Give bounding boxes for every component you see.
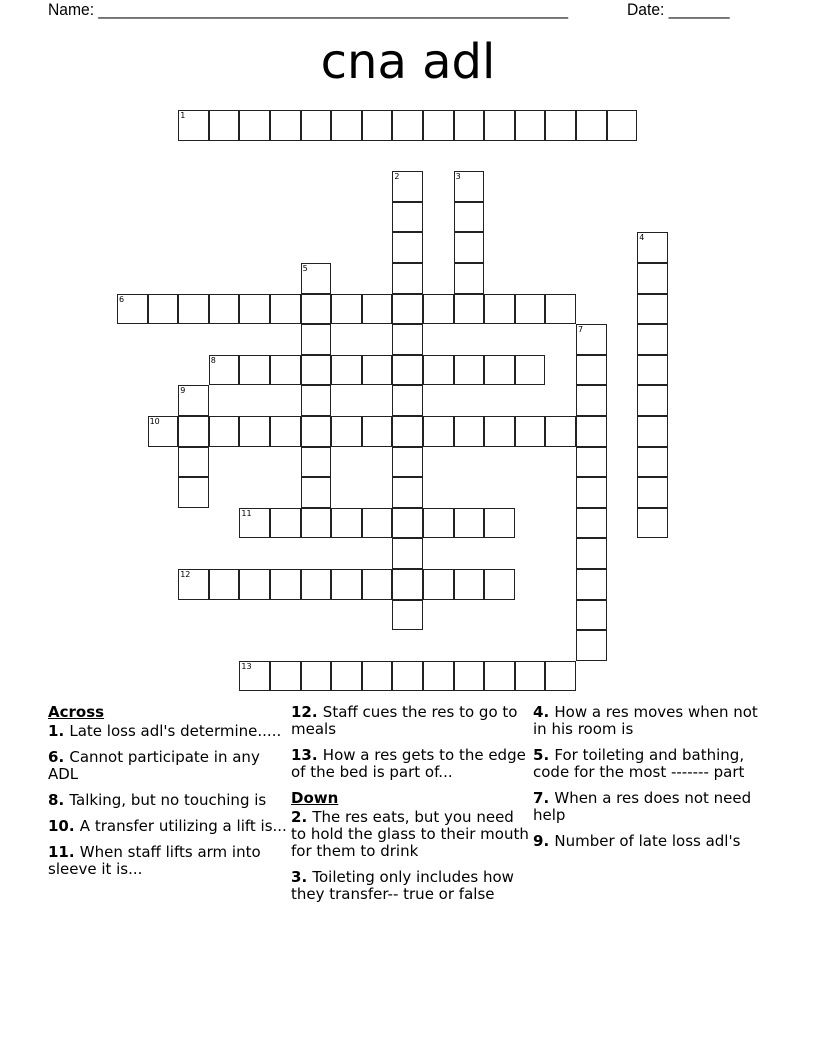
grid-cell[interactable] [545, 110, 576, 141]
clue-number: 7 [533, 789, 544, 807]
clue-number: 1 [48, 722, 59, 740]
grid-cell[interactable] [637, 263, 668, 294]
cell-number: 7 [578, 325, 584, 335]
cell-number: 1 [180, 111, 186, 120]
grid-cell[interactable] [392, 447, 423, 478]
cell-number: 10 [149, 417, 160, 426]
grid-cell[interactable] [576, 416, 607, 447]
grid-cell[interactable] [392, 416, 423, 447]
grid-cell[interactable] [178, 385, 209, 416]
clue-number: 11 [48, 843, 69, 861]
grid-cell[interactable] [301, 661, 332, 692]
grid-cell[interactable] [515, 355, 546, 386]
clue-number: 4 [533, 703, 544, 721]
grid-cell[interactable] [454, 508, 485, 539]
clue-text: For toileting and bathing, code for the most ------- part [533, 746, 745, 781]
grid-cell[interactable] [454, 569, 485, 600]
grid-cell[interactable] [637, 232, 668, 263]
grid-cell[interactable] [454, 294, 485, 325]
grid-cell[interactable] [148, 416, 179, 447]
clue-text: A transfer utilizing a lift is... [79, 817, 287, 835]
cell-number: 6 [119, 294, 125, 304]
grid-cell[interactable] [270, 355, 301, 386]
grid-cell[interactable] [270, 508, 301, 539]
clue-text: Number of late loss adl's [554, 832, 741, 850]
grid-cell[interactable] [392, 110, 423, 141]
clue-down-4: 4. How a res moves when not in his room is [533, 703, 758, 738]
grid-cell[interactable] [576, 477, 607, 508]
grid-cell[interactable] [117, 294, 148, 325]
clue-text: How a res gets to the edge of the bed is part of... [291, 746, 526, 781]
grid-cell[interactable] [576, 110, 607, 141]
grid-cell[interactable] [454, 110, 485, 141]
grid-cell[interactable] [239, 416, 270, 447]
date-field-label: Date: _______ [627, 0, 730, 19]
clue-number: 2 [291, 808, 302, 826]
clue-down-9: 9. Number of late loss adl's [533, 832, 741, 850]
grid-cell[interactable] [178, 447, 209, 478]
grid-cell[interactable] [331, 508, 362, 539]
grid-cell[interactable] [392, 538, 423, 569]
grid-cell[interactable] [637, 477, 668, 508]
grid-cell[interactable] [209, 416, 240, 447]
clue-number: 9 [533, 832, 544, 850]
grid-cell[interactable] [392, 508, 423, 539]
cell-number: 3 [455, 172, 461, 182]
grid-cell[interactable] [454, 661, 485, 692]
grid-cell[interactable] [331, 355, 362, 386]
grid-cell[interactable] [392, 600, 423, 631]
grid-cell[interactable] [148, 294, 179, 325]
grid-cell[interactable] [515, 294, 546, 325]
down-heading: Down [291, 789, 339, 807]
grid-cell[interactable] [178, 110, 209, 141]
grid-cell[interactable] [239, 110, 270, 141]
grid-cell[interactable] [331, 416, 362, 447]
grid-cell[interactable] [637, 508, 668, 539]
grid-cell[interactable] [301, 355, 332, 386]
grid-cell[interactable] [178, 569, 209, 600]
grid-cell[interactable] [392, 171, 423, 202]
clue-text: How a res moves when not in his room is [533, 703, 758, 738]
grid-cell[interactable] [362, 508, 393, 539]
grid-cell[interactable] [576, 630, 607, 661]
grid-cell[interactable] [209, 569, 240, 600]
grid-cell[interactable] [484, 355, 515, 386]
grid-cell[interactable] [178, 294, 209, 325]
grid-cell[interactable] [239, 294, 270, 325]
grid-cell[interactable] [301, 416, 332, 447]
grid-cell[interactable] [454, 416, 485, 447]
grid-cell[interactable] [454, 171, 485, 202]
cell-number: 11 [241, 508, 252, 518]
grid-cell[interactable] [637, 355, 668, 386]
grid-cell[interactable] [301, 263, 332, 294]
grid-cell[interactable] [301, 324, 332, 355]
grid-cell[interactable] [331, 569, 362, 600]
cell-number: 9 [180, 386, 186, 396]
grid-cell[interactable] [301, 110, 332, 141]
grid-cell[interactable] [209, 294, 240, 325]
grid-cell[interactable] [270, 569, 301, 600]
clue-number: 12 [291, 703, 312, 721]
grid-cell[interactable] [270, 294, 301, 325]
grid-cell[interactable] [454, 232, 485, 263]
grid-cell[interactable] [239, 508, 270, 539]
grid-cell[interactable] [301, 385, 332, 416]
grid-cell[interactable] [301, 508, 332, 539]
grid-cell[interactable] [607, 110, 638, 141]
grid-cell[interactable] [423, 110, 454, 141]
grid-cell[interactable] [331, 294, 362, 325]
grid-cell[interactable] [576, 355, 607, 386]
clue-text: Late loss adl's determine..... [69, 722, 282, 740]
grid-cell[interactable] [545, 416, 576, 447]
grid-cell[interactable] [454, 263, 485, 294]
grid-cell[interactable] [637, 416, 668, 447]
grid-cell[interactable] [362, 416, 393, 447]
clue-text: Cannot participate in any ADL [48, 748, 260, 783]
grid-cell[interactable] [454, 355, 485, 386]
clue-text: Toileting only includes how they transfer-- true or false [291, 868, 514, 903]
grid-cell[interactable] [545, 294, 576, 325]
clue-number: 13 [291, 746, 312, 764]
grid-cell[interactable] [484, 661, 515, 692]
clue-number: 8 [48, 791, 59, 809]
grid-cell[interactable] [392, 294, 423, 325]
grid-cell[interactable] [301, 294, 332, 325]
grid-cell[interactable] [392, 477, 423, 508]
grid-cell[interactable] [637, 294, 668, 325]
clue-down-5: 5. For toileting and bathing, code for the most ------- part [533, 746, 745, 781]
grid-cell[interactable] [362, 569, 393, 600]
grid-cell[interactable] [239, 355, 270, 386]
grid-cell[interactable] [423, 508, 454, 539]
grid-cell[interactable] [637, 447, 668, 478]
grid-cell[interactable] [576, 600, 607, 631]
cell-number: 2 [394, 172, 400, 182]
cell-number: 12 [180, 570, 191, 579]
grid-cell[interactable] [637, 324, 668, 355]
grid-cell[interactable] [392, 355, 423, 386]
clue-text: When staff lifts arm into sleeve it is... [48, 843, 261, 878]
grid-cell[interactable] [178, 477, 209, 508]
clue-down-2: 2. The res eats, but you need to hold the glass to their mouth for them to drink [291, 808, 529, 860]
clue-across-11: 11. When staff lifts arm into sleeve it is... [48, 843, 261, 878]
clue-down-3: 3. Toileting only includes how they transfer-- true or false [291, 868, 514, 903]
grid-cell[interactable] [392, 661, 423, 692]
grid-cell[interactable] [209, 110, 240, 141]
clue-across-13: 13. How a res gets to the edge of the bed is part of... [291, 746, 526, 781]
grid-cell[interactable] [392, 232, 423, 263]
grid-cell[interactable] [392, 202, 423, 233]
grid-cell[interactable] [362, 355, 393, 386]
clue-text: When a res does not need help [533, 789, 752, 824]
grid-cell[interactable] [423, 661, 454, 692]
across-heading: Across [48, 703, 105, 721]
grid-cell[interactable] [576, 569, 607, 600]
grid-cell[interactable] [423, 355, 454, 386]
grid-cell[interactable] [576, 324, 607, 355]
grid-cell[interactable] [423, 416, 454, 447]
grid-cell[interactable] [484, 294, 515, 325]
grid-cell[interactable] [576, 447, 607, 478]
clue-across-10: 10. A transfer utilizing a lift is... [48, 817, 287, 835]
clues-column-2 [291, 700, 531, 912]
clues-column-1 [48, 700, 288, 887]
grid-cell[interactable] [545, 661, 576, 692]
clue-text: The res eats, but you need to hold the glass to their mouth for them to drink [291, 808, 529, 860]
grid-cell[interactable] [515, 416, 546, 447]
grid-cell[interactable] [484, 569, 515, 600]
grid-cell[interactable] [576, 508, 607, 539]
grid-cell[interactable] [454, 202, 485, 233]
grid-cell[interactable] [392, 263, 423, 294]
name-field-label: Name: ______________________________________________________ [48, 0, 569, 19]
clue-number: 10 [48, 817, 69, 835]
grid-cell[interactable] [270, 110, 301, 141]
grid-cell[interactable] [637, 385, 668, 416]
grid-cell[interactable] [239, 569, 270, 600]
clue-number: 5 [533, 746, 544, 764]
grid-cell[interactable] [301, 477, 332, 508]
clue-across-1: 1. Late loss adl's determine..... [48, 722, 282, 740]
grid-cell[interactable] [576, 538, 607, 569]
grid-cell[interactable] [270, 416, 301, 447]
grid-cell[interactable] [576, 385, 607, 416]
grid-cell[interactable] [362, 294, 393, 325]
grid-cell[interactable] [392, 324, 423, 355]
grid-cell[interactable] [362, 661, 393, 692]
grid-cell[interactable] [515, 110, 546, 141]
puzzle-title: cna adl [320, 34, 496, 90]
grid-cell[interactable] [301, 569, 332, 600]
grid-cell[interactable] [362, 110, 393, 141]
clue-across-8: 8. Talking, but no touching is [48, 791, 267, 809]
grid-cell[interactable] [392, 569, 423, 600]
grid-cell[interactable] [331, 661, 362, 692]
grid-cell[interactable] [484, 508, 515, 539]
clues-column-3 [533, 700, 773, 859]
grid-cell[interactable] [484, 416, 515, 447]
grid-cell[interactable] [178, 416, 209, 447]
grid-cell[interactable] [270, 661, 301, 692]
grid-cell[interactable] [209, 355, 240, 386]
grid-cell[interactable] [423, 294, 454, 325]
grid-cell[interactable] [331, 110, 362, 141]
clue-across-12: 12. Staff cues the res to go to meals [291, 703, 518, 738]
grid-cell[interactable] [301, 447, 332, 478]
clue-number: 3 [291, 868, 302, 886]
grid-cell[interactable] [239, 661, 270, 692]
cell-number: 4 [639, 233, 645, 243]
cell-number: 5 [302, 264, 308, 273]
clue-text: Talking, but no touching is [69, 791, 267, 809]
grid-cell[interactable] [484, 110, 515, 141]
grid-cell[interactable] [515, 661, 546, 692]
clue-text: Staff cues the res to go to meals [291, 703, 518, 738]
grid-cell[interactable] [423, 569, 454, 600]
grid-cell[interactable] [392, 385, 423, 416]
cell-number: 13 [241, 661, 252, 671]
clue-number: 6 [48, 748, 59, 766]
clue-down-7: 7. When a res does not need help [533, 789, 752, 824]
clue-across-6: 6. Cannot participate in any ADL [48, 748, 260, 783]
cell-number: 8 [210, 355, 216, 365]
